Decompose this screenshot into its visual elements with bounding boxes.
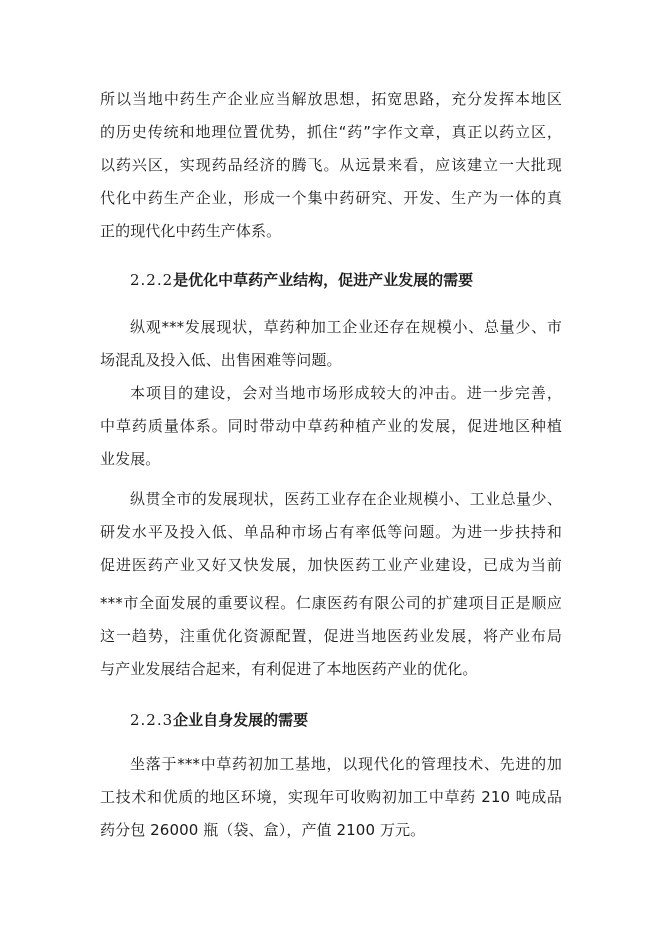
paragraph-4-line-3: 促进医药产业又好又快发展，加快医药工业产业建设，已成为当前 bbox=[100, 556, 562, 574]
section-title: 是优化中草药产业结构，促进产业发展的需要 bbox=[173, 271, 474, 289]
paragraph-4-line-6: 与产业发展结合起来，有利促进了本地医药产业的优化。 bbox=[100, 660, 478, 678]
section-heading-2-2-2 bbox=[130, 269, 473, 291]
paragraph-5-line-3: 药分包 26000 瓶（袋、盒），产值 2100 万元。 bbox=[100, 821, 426, 839]
paragraph-2-line-2: 场混乱及投入低、出售困难等问题。 bbox=[100, 351, 342, 369]
section-number: 2.2.2 bbox=[130, 271, 174, 289]
paragraph-3-line-3: 业发展。 bbox=[100, 450, 161, 468]
paragraph-1-line-2: 的历史传统和地理位置优势，抓住“药”字作文章，真正以药立区， bbox=[100, 123, 562, 141]
paragraph-1-line-1: 所以当地中药生产企业应当解放思想，拓宽思路，充分发挥本地区 bbox=[100, 90, 562, 108]
paragraph-4-line-4: ***市全面发展的重要议程。仁康医药有限公司的扩建项目正是顺应 bbox=[100, 594, 562, 612]
paragraph-4-line-1: 纵贯全市的发展现状，医药工业存在企业规模小、工业总量少、 bbox=[130, 490, 562, 508]
paragraph-5-line-2: 工技术和优质的地区环境，实现年可收购初加工中草药 210 吨成品 bbox=[100, 788, 562, 806]
paragraph-1-line-3: 以药兴区，实现药品经济的腾飞。从远景来看，应该建立一大批现 bbox=[100, 156, 562, 174]
section-title: 企业自身发展的需要 bbox=[173, 711, 309, 729]
paragraph-1-line-5: 正的现代化中药生产体系。 bbox=[100, 222, 282, 240]
paragraph-4-line-2: 研发水平及投入低、单品种市场占有率低等问题。为进一步扶持和 bbox=[100, 523, 562, 541]
paragraph-3-line-1: 本项目的建设，会对当地市场形成较大的冲击。进一步完善， bbox=[130, 384, 562, 402]
section-number: 2.2.3 bbox=[130, 711, 174, 729]
paragraph-1-line-4: 代化中药生产企业，形成一个集中药研究、开发、生产为一体的真 bbox=[100, 189, 562, 207]
paragraph-3-line-2: 中草药质量体系。同时带动中草药种植产业的发展，促进地区种植 bbox=[100, 417, 562, 435]
section-heading-2-2-3 bbox=[130, 709, 308, 731]
paragraph-4-line-5: 这一趋势，注重优化资源配置，促进当地医药业发展，将产业布局 bbox=[100, 627, 562, 645]
paragraph-5-line-1: 坐落于***中草药初加工基地，以现代化的管理技术、先进的加 bbox=[130, 755, 562, 773]
paragraph-2-line-1: 纵观***发展现状，草药种加工企业还存在规模小、总量少、市 bbox=[130, 318, 562, 336]
